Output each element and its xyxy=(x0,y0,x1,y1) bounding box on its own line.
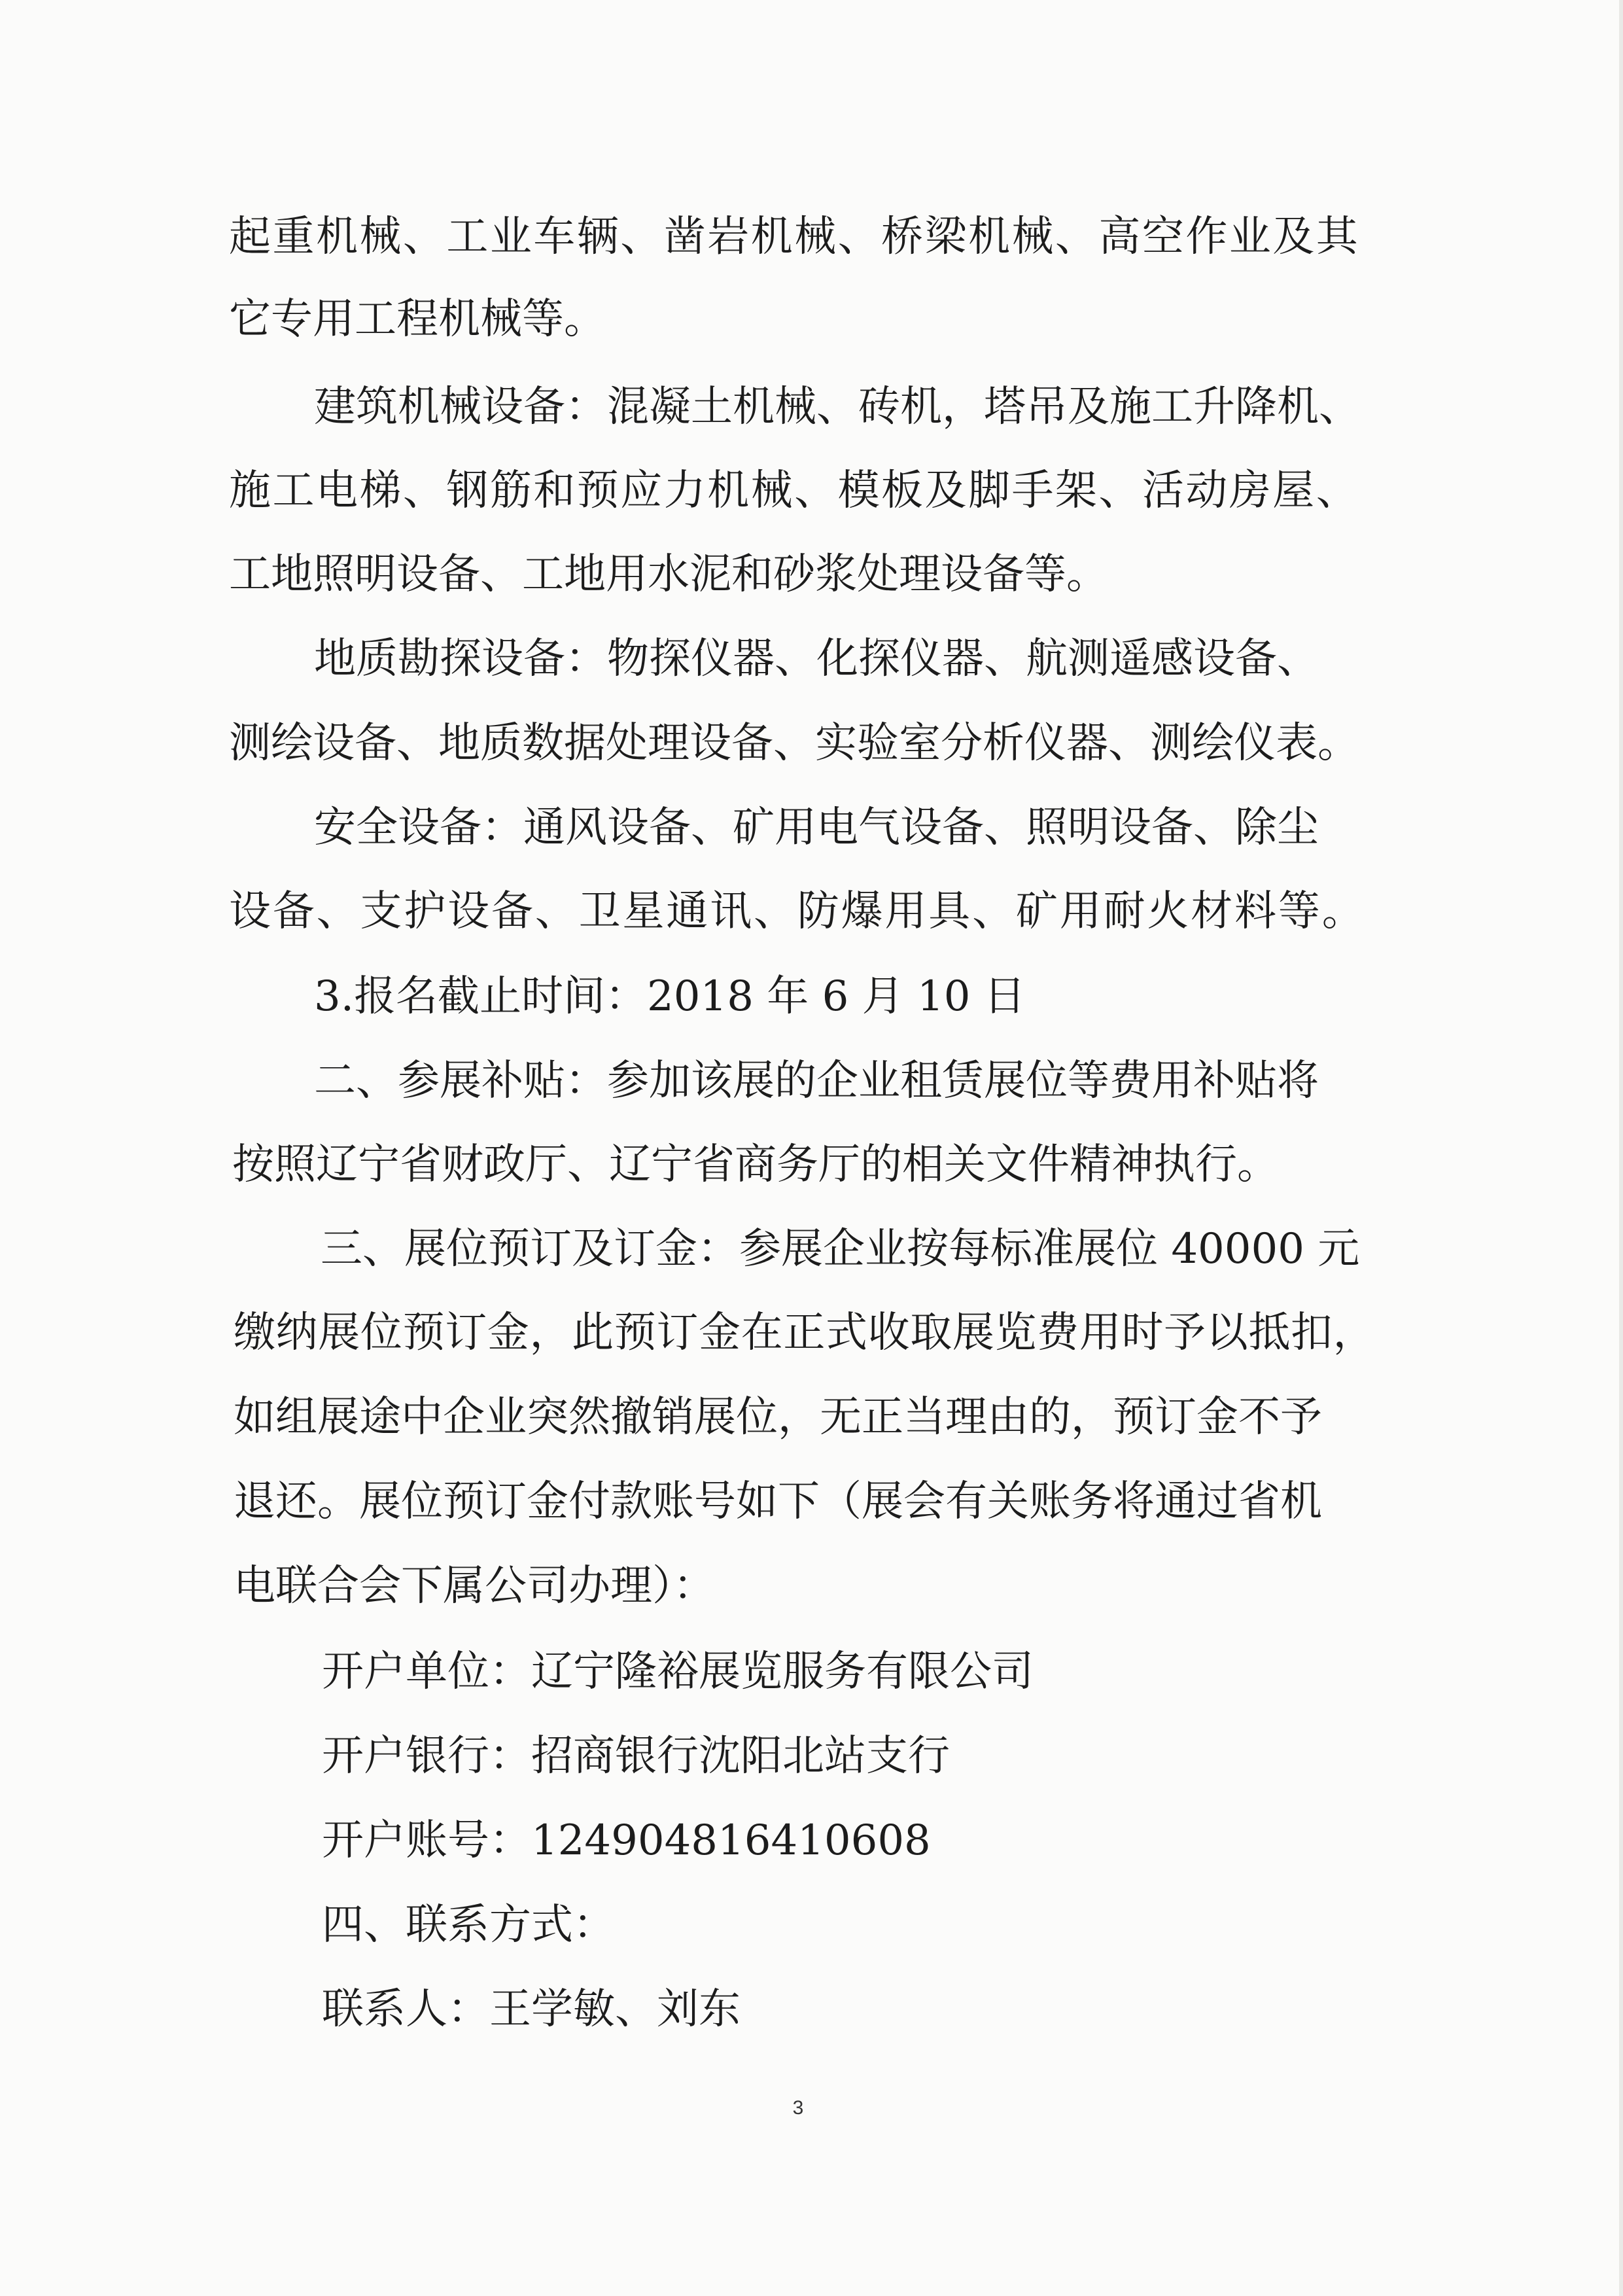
text-line: 三、展位预订及订金：参展企业按每标准展位 40000 元 xyxy=(321,1225,1360,1273)
text-line: 开户单位：辽宁隆裕展览服务有限公司 xyxy=(322,1648,1034,1696)
text-line: 按照辽宁省财政厅、辽宁省商务厅的相关文件精神执行。 xyxy=(232,1140,1279,1189)
text-line: 开户账号：124904816410608 xyxy=(322,1816,931,1865)
text-line: 起 重 机 械 、 工 业 车 辆 、 凿 岩 机 械 、 桥 梁 机 械 、 高 空 作 业 及 其 xyxy=(229,213,1358,261)
text-line: 缴 纳 展 位 预 订 金 ， 此 预 订 金 在 正 式 收 取 展 览 费 用 时 予 以 抵 扣 ， xyxy=(234,1309,1375,1357)
text-line: 设 备 、 支 护 设 备 、 卫 星 通 讯 、 防 爆 用 具 、 矿 用 耐 火 材 料 等 。 xyxy=(229,887,1364,936)
text-line: 建筑机械设备：混凝土机械、砖机，塔吊及施工升降机、 xyxy=(314,383,1361,431)
text-line: 如组展途中企业突然撤销展位，无正当理由的，预订金不予 xyxy=(234,1393,1322,1441)
text-line: 联系人：王学敏、刘东 xyxy=(322,1985,741,2034)
text-line: 地质勘探设备：物探仪器、化探仪器、航测遥感设备、 xyxy=(314,635,1319,683)
text-line: 开户银行：招商银行沈阳北站支行 xyxy=(322,1732,950,1780)
text-line: 施 工 电 梯 、 钢 筋 和 预 应 力 机 械 、 模 板 及 脚 手 架 、 活 动 房 屋 、 xyxy=(229,467,1358,515)
text-line: 测 绘 设 备 、 地 质 数 据 处 理 设 备 、 实 验 室 分 析 仪 器 、 测 绘 仪 表 。 xyxy=(229,719,1359,768)
text-line: 二、参展补贴：参加该展的企业租赁展位等费用补贴将 xyxy=(314,1057,1319,1105)
text-line: 四、联系方式： xyxy=(322,1901,615,1949)
text-line: 它专用工程机械等。 xyxy=(229,295,606,344)
text-line: 电联合会下属公司办理）： xyxy=(234,1562,715,1610)
text-line: 安全设备：通风设备、矿用电气设备、照明设备、除尘 xyxy=(314,804,1319,852)
page-number: 3 xyxy=(792,2097,804,2119)
text-line: 工地照明设备、工地用水泥和砂浆处理设备等。 xyxy=(229,550,1108,599)
text-line: 退还。展位预订金付款账号如下（展会有关账务将通过省机 xyxy=(234,1477,1322,1526)
scan-edge xyxy=(1619,0,1623,2296)
text-line: 3.报名截止时间：2018 年 6 月 10 日 xyxy=(314,972,1026,1021)
